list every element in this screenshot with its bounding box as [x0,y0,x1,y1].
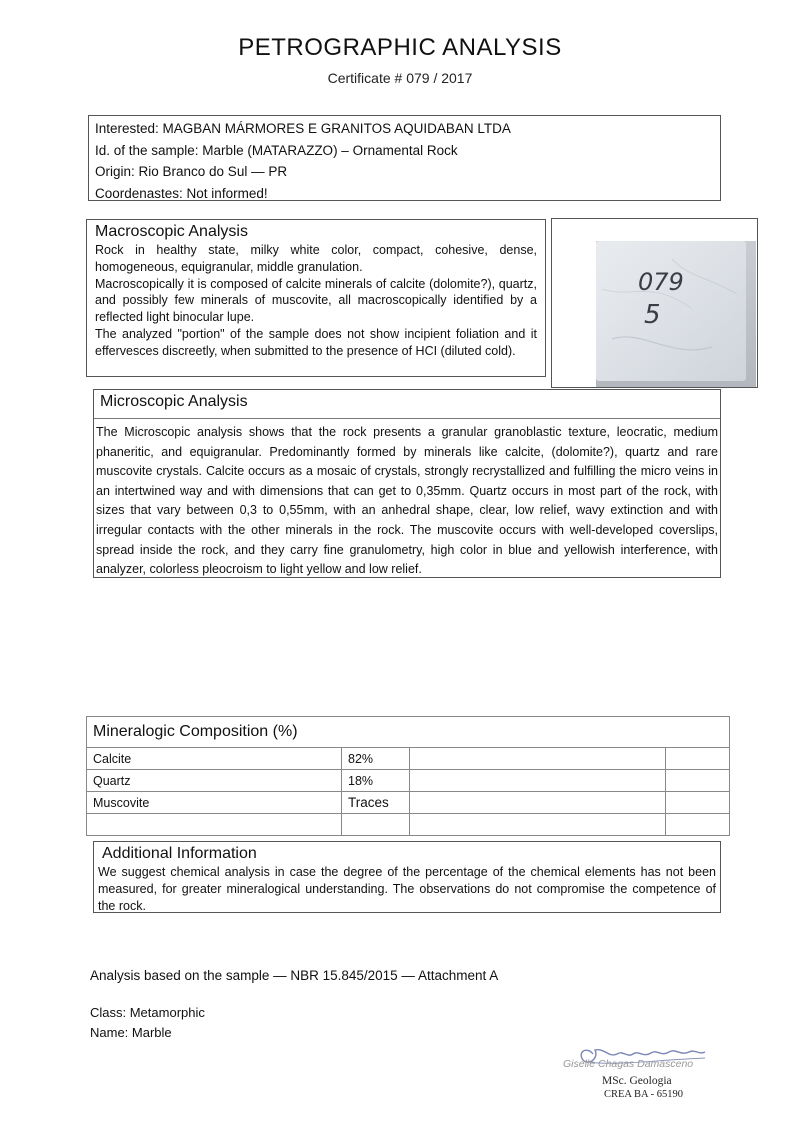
composition-title: Mineralogic Composition (%) [87,717,730,748]
signatory-registry: CREA BA - 65190 [604,1089,684,1100]
analysis-basis: Analysis based on the sample — NBR 15.845/2015 — Attachment A [90,968,499,983]
mineral-composition-table [86,716,730,836]
empty-cell [666,770,730,792]
macroscopic-paragraph-3: The analyzed "portion" of the sample does not show incipient foliation and it effervesces discreetly, when submitted to the presence of HCI (diluted cold). [95,326,537,358]
microscopic-title: Microscopic Analysis [100,393,248,410]
photo-label-sample: 5 [644,300,661,330]
additional-information-box [93,841,721,913]
mineral-percent: 18% [342,770,410,792]
microscopic-analysis-box [93,389,721,578]
signatory-degree: MSc. Geologia [602,1075,672,1087]
table-row [87,770,730,792]
interested-line: Interested: MAGBAN MÁRMORES E GRANITOS AQUIDABAN LTDA [95,121,511,136]
macroscopic-paragraph-2: Macroscopically it is composed of calcite minerals of calcite (dolomite?), quartz, and possibly few minerals of muscovite, all macroscopically identified by a reflected light binocular lupe. [95,276,537,325]
rock-name: Name: Marble [90,1025,172,1040]
signatory-name: Giselle Chagas Damasceno [563,1058,694,1070]
page-title: PETROGRAPHIC ANALYSIS [238,34,562,61]
sample-id-line: Id. of the sample: Marble (MATARAZZO) – Ornamental Rock [95,142,458,158]
macroscopic-analysis-box [86,219,546,377]
certificate-number: Certificate # 079 / 2017 [327,70,473,86]
macroscopic-paragraph-1: Rock in healthy state, milky white color, compact, cohesive, dense, homogeneous, equigranular, middle granulation. [95,243,537,274]
table-row [87,814,730,836]
empty-cell [410,792,666,814]
additional-information-title: Additional Information [102,845,257,862]
empty-cell [666,814,730,836]
mineral-name: Muscovite [87,792,342,814]
empty-cell [342,814,410,836]
empty-cell [410,748,666,770]
rock-class: Class: Metamorphic [90,1005,205,1020]
photo-label-number: 079 [638,268,684,296]
origin-line: Origin: Rio Branco do Sul — PR [95,164,288,179]
sample-photo [551,218,758,388]
table-row [87,792,730,814]
microscopic-text: The Microscopic analysis shows that the rock presents a granular granoblastic texture, leocratic, medium phaneritic, and equigranular. Predominantly formed by minerals like calcite, (dolomite?), quartz and rare muscovite crystals. Calcite occurs as a mosaic of crystals, strongly recrystallized and fulfilling the micro veins in an intertwined way and with dimensions that can get to 0,35mm. Quartz occurs in most part of the rock, with sizes that vary between 0,3 to 0,55mm, with an anhedral shape, clear, low relief, wavy extinction and with irregular contacts with the other minerals in the rock. The muscovite occurs with well-developed coverslips, spread inside the rock, and they carry fine granulometry, high color in blue and yellowish interference, with analyzer, colorless pleocroism to light yellow and low relief. [94,418,720,580]
table-row [87,748,730,770]
empty-cell [666,792,730,814]
marble-sample-image [552,219,757,387]
coordinates-line: Coordenastes: Not informed! [95,185,268,201]
macroscopic-title: Macroscopic Analysis [95,223,248,240]
empty-cell [87,814,342,836]
empty-cell [666,748,730,770]
empty-cell [410,770,666,792]
mineral-percent: 82% [342,748,410,770]
mineral-percent: Traces [342,792,410,814]
additional-information-text: We suggest chemical analysis in case the degree of the percentage of the chemical elements has not been measured, for greater mineralogical understanding. The observations do not compromise the competence of the rock. [98,865,716,913]
sample-info-box [88,115,721,201]
mineral-name: Calcite [87,748,342,770]
empty-cell [410,814,666,836]
mineral-name: Quartz [87,770,342,792]
